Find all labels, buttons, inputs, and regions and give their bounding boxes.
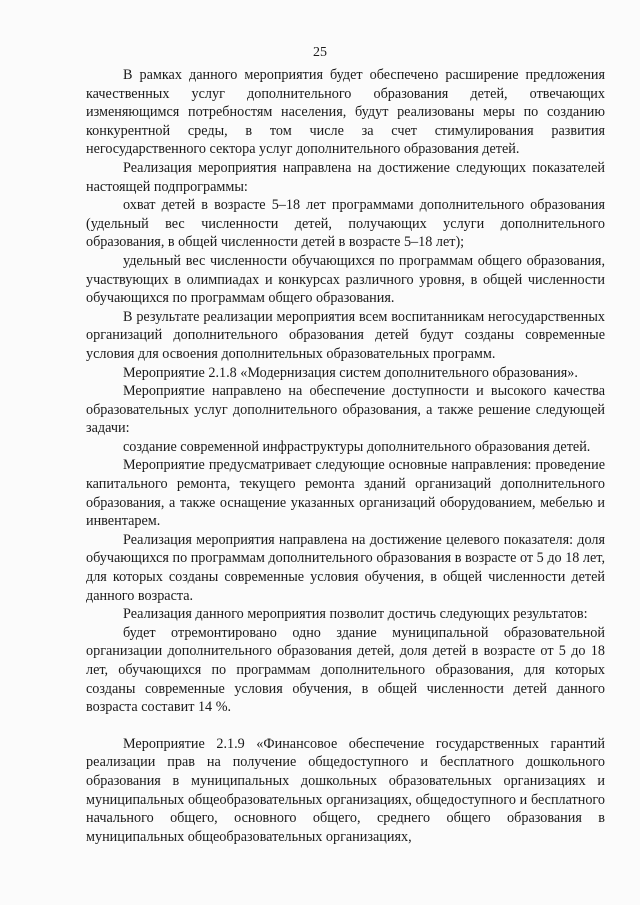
paragraph: Реализация данного мероприятия позволит достичь следующих результатов:: [123, 606, 588, 623]
paragraph: Мероприятие направлено на обеспечение доступности и высокого качества образовательных услуг дополнительного образования, а также решение следующей задачи:: [86, 383, 605, 437]
section-heading: Мероприятие 2.1.8 «Модернизация систем дополнительного образования».: [123, 364, 578, 381]
list-item: создание современной инфраструктуры дополнительного образования детей.: [123, 438, 591, 455]
paragraph: Реализация мероприятия направлена на достижение целевого показателя: доля обучающихся по программам дополнительного образования в возрасте от 5 до 18 лет, для которых созданы современные условия обучения, в общей численности детей данного возраста.: [86, 531, 605, 604]
page-number: 25: [313, 45, 327, 60]
paragraph: В рамках данного мероприятия будет обеспечено расширение предложения качественных услуг дополнительного образования детей, отвечающих изменяющимся потребностям населения, будут реализованы меры по созданию конкурентной среды, в том числе за счет стимулирования развития негосударственного сектора услуг дополнительного образования детей.: [86, 67, 605, 158]
paragraph: Мероприятие предусматривает следующие основные направления: проведение капитального ремонта, текущего ремонта зданий организаций дополнительного образования, а также оснащение указанных организаций оборудованием, мебелью и инвентарем.: [86, 457, 605, 530]
list-item: будет отремонтировано одно здание муниципальной образовательной организации дополнительного образования детей, доля детей в возрасте от 5 до 18 лет, обучающихся по программам дополнительного образования, для которых созданы современные условия обучения, в общей численности детей данного возраста составит 14 %.: [86, 624, 605, 716]
list-item: удельный вес численности обучающихся по программам общего образования, участвующих в олимпиадах и конкурсах различного уровня, в общей численности обучающихся по программам общего образования.: [86, 252, 605, 307]
paragraph: Реализация мероприятия направлена на достижение следующих показателей настоящей подпрограммы:: [86, 159, 605, 195]
list-item: охват детей в возрасте 5–18 лет программами дополнительного образования (удельный вес численности детей, получающих услуги дополнительного образования, в общей численности детей в возрасте 5–18 лет);: [86, 197, 605, 251]
document-body: [86, 66, 605, 846]
paragraph: В результате реализации мероприятия всем воспитанникам негосударственных организаций дополнительного образования детей будут созданы современные условия для освоения дополнительных образовательных программ.: [86, 308, 605, 362]
section-heading: Мероприятие 2.1.9 «Финансовое обеспечение государственных гарантий реализации прав на получение общедоступного и бесплатного дошкольного образования в муниципальных дошкольных образовательных организациях и муниципальных общеобразовательных организациях, общедоступного и бесплатного начального общего, основного общего, среднего общего образования в муниципальных общеобразовательных организациях,: [86, 735, 605, 845]
